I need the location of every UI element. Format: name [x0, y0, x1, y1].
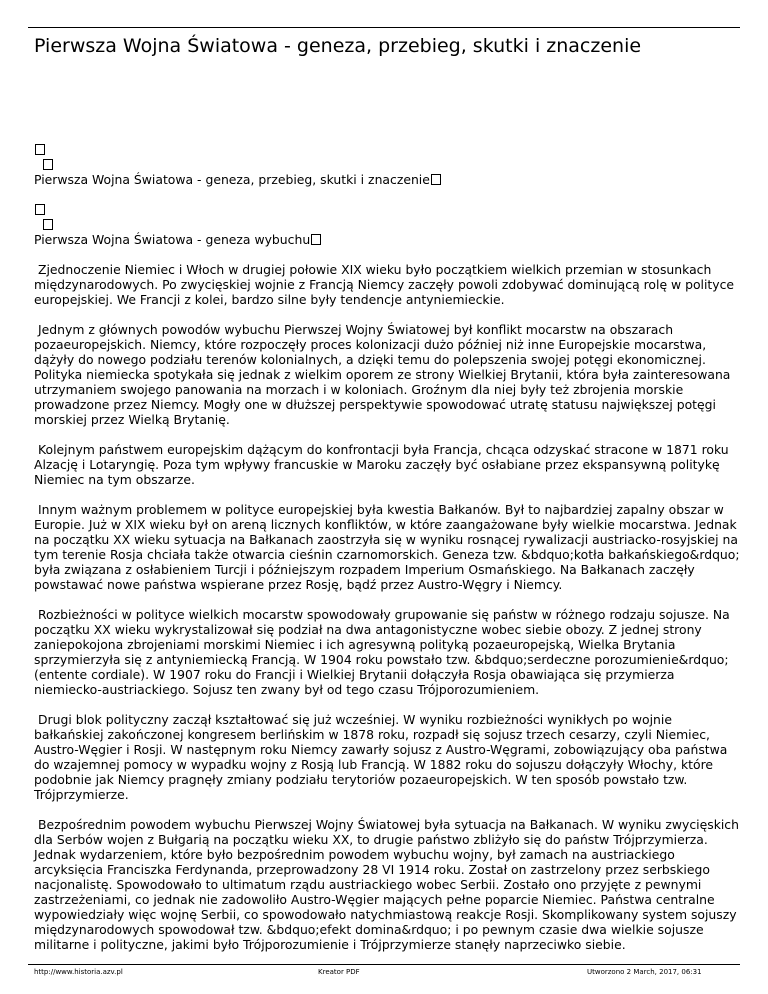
missing-glyph-icon: [43, 219, 53, 230]
footer-created-date: Utworzono 2 March, 2017, 06:31: [587, 968, 702, 976]
missing-glyph-icon: [431, 174, 441, 185]
document-title: Pierwsza Wojna Światowa - geneza, przebieg, skutki i znaczenie: [34, 35, 642, 57]
paragraph-text: Jednym z głównych powodów wybuchu Pierwszej Wojny Światowej był konflikt mocarstw na obszarach pozaeuropejskich. Niemcy, które rozpoczęły proces kolonizacji dużo później niż inne Europejskie mocarstwa, dążyły do nowego podziału terenów kolonialnych, a dzięki temu do polepszenia swojej potęgi ekonomicznej. Polityka niemiecka spotykała się jednak z wielkim oporem ze strony Wielkiej Brytanii, która była zainteresowana utrzymaniem swojego panowania na morzach i w koloniach. Groźnym dla niej były też zbrojenia morskie prowadzone przez Niemcy. Mogły one w dłuższej perspektywie spowodować utratę statusu największej potęgi morskiej przez Wielką Brytanię.: [34, 322, 731, 427]
paragraph-text: Bezpośrednim powodem wybuchu Pierwszej Wojny Światowej była sytuacja na Bałkanach. W wyniku zwycięskich dla Serbów wojen z Bułgarią na początku wieku XX, to drugie państwo zbliżyło się do państw Trójprzymierza. Jednak wydarzeniem, które było bezpośrednim powodem wybuchu wojny, był zamach na austriackiego arcyksięcia Franciszka Ferdynanda, przeprowadzony 28 VI 1914 roku. Został on zastrzelony przez serbskiego nacjonalistę. Spowodowało to ultimatum rządu austriackiego wobec Serbii. Zostało ono przyjęte z pewnymi zastrzeżeniami, co jednak nie zadowoliło Austro-Węgier mających pełne poparcie Niemiec. Państwa centralne wypowiedziały więc wojnę Serbii, co spowodowało natychmiastową reakcje Rosji. Skomplikowany system sojuszy międzynarodowych spowodował tzw. &bdquo;efekt domina&rdquo; i po pewnym czasie dwa wielkie sojusze militarne i polityczne, jakimi było Trójporozumienie i Trójprzymierze stanęły naprzeciwko siebie.: [34, 817, 739, 952]
paragraph-text: Innym ważnym problemem w polityce europejskiej była kwestia Bałkanów. Był to najbardziej zapalny obszar w Europie. Już w XIX wieku był on areną licznych konfliktów, w które zaangażowane były wielkie mocarstwa. Jednak na początku XX wieku sytuacja na Bałkanach zaostrzyła się w wyniku rosnącej rywalizacji austriacko-rosyjskiej na tym terenie Rosja chciała także otwarcia cieśnin czarnomorskich. Geneza tzw. &bdquo;kotła bałkańskiego&rdquo; była związana z osłabieniem Turcji i późniejszym rozpadem Imperium Osmańskiego. Na Bałkanach zaczęły powstawać nowe państwa wspierane przez Rosję, bądź przez Austro-Węgry i Niemcy.: [34, 502, 740, 592]
section-heading-text: Pierwsza Wojna Światowa - geneza, przebieg, skutki i znaczenie: [34, 172, 430, 187]
paragraph: [34, 607, 740, 697]
paragraph: [34, 322, 740, 427]
paragraph: [34, 262, 740, 307]
paragraph: [34, 817, 740, 952]
footer-generator: Kreator PDF: [318, 968, 360, 976]
top-divider: [28, 27, 740, 28]
paragraph: [34, 442, 740, 487]
paragraph-text: Zjednoczenie Niemiec i Włoch w drugiej połowie XIX wieku było początkiem wielkich przemian w stosunkach międzynarodowych. Po zwycięskiej wojnie z Francją Niemcy zaczęły powoli zdobywać dominującą rolę w polityce europejskiej. We Francji z kolei, bardzo silne były tendencje antyniemieckie.: [34, 262, 735, 307]
paragraph-text: Kolejnym państwem europejskim dążącym do konfrontacji była Francja, chcąca odzyskać stracone w 1871 roku Alzację i Lotaryngię. Poza tym wpływy francuskie w Maroku zaczęły być osłabiane przez ekspansywną politykę Niemiec na tym obszarze.: [34, 442, 729, 487]
subsection-heading-text: Pierwsza Wojna Światowa - geneza wybuchu: [34, 232, 311, 247]
paragraph-text: Drugi blok polityczny zaczął kształtować się już wcześniej. W wyniku rozbieżności wynikłych po wojnie bałkańskiej zakończonej kongresem berlińskim w 1878 roku, rozpadł się sojusz trzech cesarzy, czyli Niemiec, Austro-Węgier i Rosji. W następnym roku Niemcy zawarły sojusz z Austro-Węgrami, zobowiązujący oba państwa do wzajemnej pomocy w wypadku wojny z Rosją lub Francją. W 1882 roku do sojuszu dołączyły Włochy, które podobnie jak Niemcy pragnęły zmiany podziału terytoriów pozaeuropejskich. W ten sposób powstało tzw. Trójprzymierze.: [34, 712, 728, 802]
missing-glyph-icon: [43, 159, 53, 170]
missing-glyph-icon: [35, 144, 45, 155]
footer-divider: [28, 964, 740, 965]
placeholder-glyph-row: [34, 157, 740, 172]
placeholder-glyph-row: [34, 202, 740, 217]
placeholder-glyph-row: [34, 217, 740, 232]
footer-url[interactable]: http://www.historia.azv.pl: [34, 968, 123, 976]
missing-glyph-icon: [35, 204, 45, 215]
subsection-heading: [34, 232, 740, 247]
placeholder-glyph-row: [34, 142, 740, 157]
paragraph: [34, 712, 740, 802]
document-body: [34, 142, 740, 967]
section-heading: [34, 172, 740, 187]
missing-glyph-icon: [311, 234, 321, 245]
paragraph: [34, 502, 740, 592]
paragraph-text: Rozbieżności w polityce wielkich mocarstw spowodowały grupowanie się państw w różnego rodzaju sojusze. Na początku XX wieku wykrystalizował się podział na dwa antagonistyczne wobec siebie obozy. Z jednej strony zaniepokojona zbrojeniami morskimi Niemiec i ich agresywną polityką pozaeuropejską, Wielka Brytania sprzymierzyła się z antyniemiecką Francją. W 1904 roku powstało tzw. &bdquo;serdeczne porozumienie&rdquo; (entente cordiale). W 1907 roku do Francji i Wielkiej Brytanii dołączyła Rosja obawiająca się przymierza niemiecko-austriackiego. Sojusz ten zwany był od tego czasu Trójporozumieniem.: [34, 607, 730, 697]
